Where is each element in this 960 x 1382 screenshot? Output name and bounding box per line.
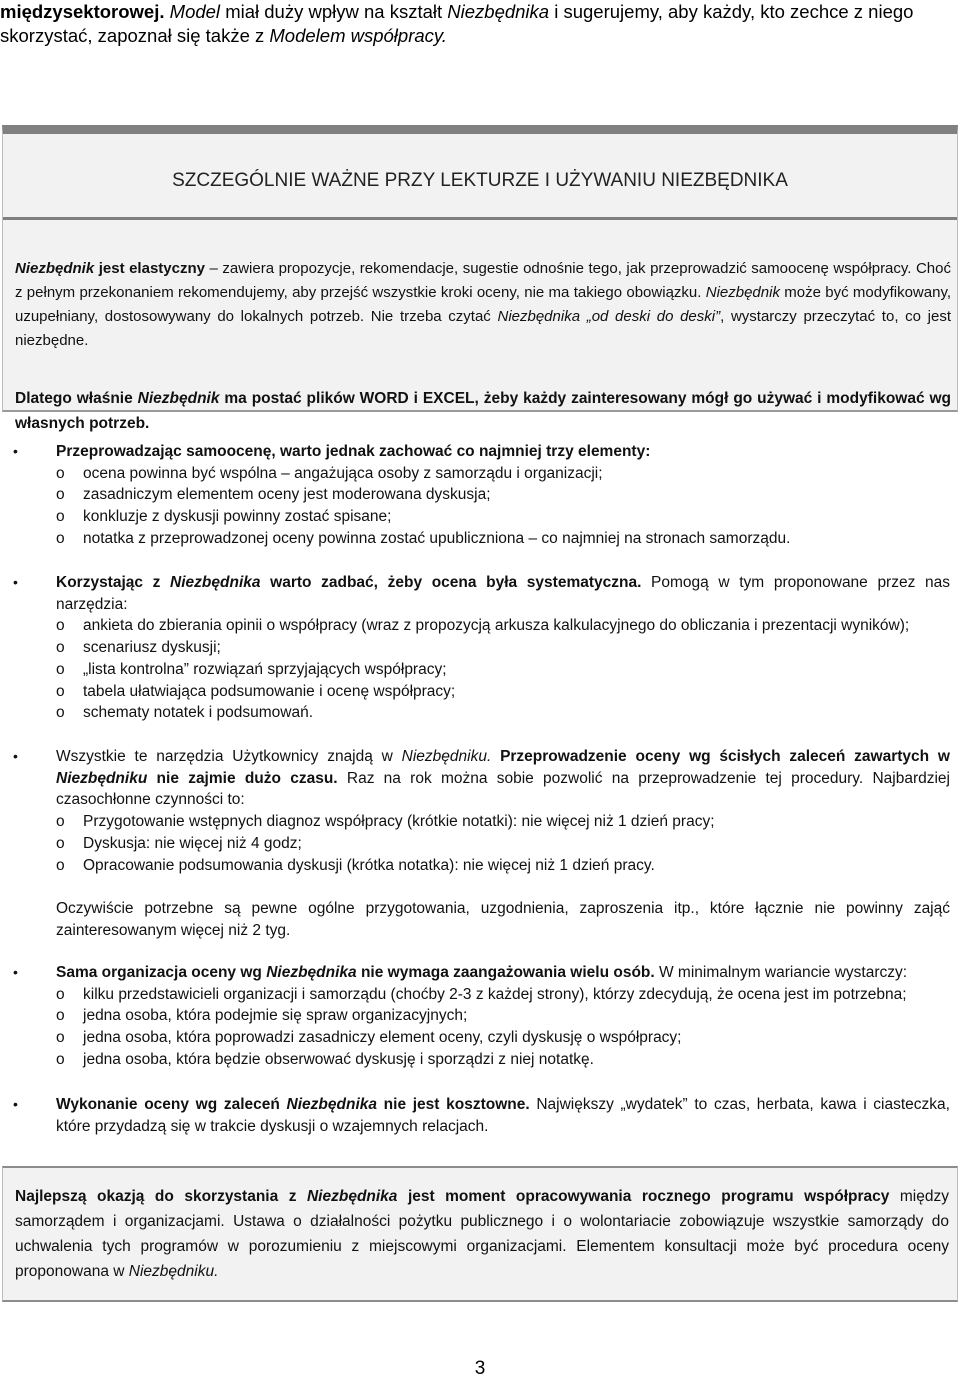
bullet-icon: • xyxy=(13,748,18,764)
divider xyxy=(3,217,957,220)
box-text: Nie trzeba czytać xyxy=(370,308,491,325)
important-notes-box xyxy=(2,125,958,432)
intro-text: Niezbędnika xyxy=(447,1,550,22)
box-text: , wystarczy przeczytać to, co jest niezbędne. xyxy=(15,308,951,349)
list-item: o Dyskusja: nie więcej niż 4 godz; xyxy=(56,834,302,852)
section-cost xyxy=(0,1094,960,1137)
list-item: o notatka z przeprowadzonej oceny powinna zostać upubliczniona – co najmniej na stronach samorządu. xyxy=(56,529,791,547)
list-item: o jedna osoba, która poprowadzi zasadniczy element oceny, czyli dyskusję o współpracy; xyxy=(56,1029,682,1047)
bullet-icon: • xyxy=(13,574,18,590)
box-title: SZCZEGÓLNIE WAŻNE PRZY LEKTURZE I UŻYWANIU NIEZBĘDNIKA xyxy=(172,170,788,191)
box-text: ma postać plików WORD i EXCEL, żeby każdy zainteresowany mógł go używać i modyfikować wg własnych potrzeb. xyxy=(15,389,952,432)
list-item: o zasadniczym elementem oceny jest moderowana dyskusja; xyxy=(56,486,491,504)
intro-text: i sugerujemy, aby każdy, kto zechce z niego skorzystać, zapoznał się także z xyxy=(0,1,914,46)
summary-box xyxy=(2,1166,958,1302)
section-time xyxy=(0,746,960,942)
box-paragraph xyxy=(15,257,951,353)
intro-text: miał duży wpływ na kształt xyxy=(225,1,443,22)
intro-paragraph xyxy=(0,0,950,48)
list-item: o tabela ułatwiająca podsumowanie i ocenę współpracy; xyxy=(56,682,456,700)
bullet-icon: • xyxy=(13,1096,18,1112)
section-key-elements xyxy=(0,441,960,550)
bullet-icon: • xyxy=(13,443,18,459)
box-text: jest elastyczny xyxy=(98,260,205,277)
box-text: może być modyfikowany, uzupełniany, dostosowywany do lokalnych potrzeb. xyxy=(15,284,951,325)
box-text: Niezbędnik xyxy=(15,260,95,277)
page-number: 3 xyxy=(474,1358,486,1379)
list-item: o jedna osoba, która będzie obserwować dyskusję i sporządzi z niej notatkę. xyxy=(56,1050,594,1068)
section-lead: Korzystając z Niezbędnika warto zadbać, żeby ocena była systematyczna. Pomogą w tym proponowane przez nas narzędzia: xyxy=(56,574,950,613)
section-people xyxy=(0,962,960,1071)
list-item: o Przygotowanie wstępnych diagnoz współpracy (krótkie notatki): nie więcej niż 1 dzień pracy; xyxy=(56,813,715,831)
intro-text: międzysektorowej. xyxy=(0,1,165,22)
bullet-icon: • xyxy=(13,964,18,980)
section-lead: Sama organizacja oceny wg Niezbędnika nie wymaga zaangażowania wielu osób. W minimalnym wariancie wystarczy: xyxy=(56,964,908,981)
list-item: o ocena powinna być wspólna – angażująca osoby z samorządu i organizacji; xyxy=(56,464,603,482)
section-lead: Przeprowadzając samoocenę, warto jednak zachować co najmniej trzy elementy: xyxy=(56,443,651,460)
list-item: o scenariusz dyskusji; xyxy=(56,639,221,657)
intro-text: Modelem współpracy. xyxy=(269,25,447,46)
list-item: o ankieta do zbierania opinii o współpracy (wraz z propozycją arkusza kalkulacyjnego do obliczania i prezentacji wyników); xyxy=(56,617,910,635)
list-item: o jedna osoba, która podejmie się spraw organizacyjnych; xyxy=(56,1007,468,1025)
list-item: o kilku przedstawicieli organizacji i samorządu (choćby 2-3 z każdej strony), którzy zdecydują, że ocena jest im potrzebna; xyxy=(56,985,907,1003)
box-text: Dlatego właśnie xyxy=(15,389,133,407)
box-text: Niezbędnik xyxy=(137,389,220,407)
section-lead: Wszystkie te narzędzia Użytkownicy znajdą w Niezbędniku. Przeprowadzenie oceny wg ścisłych zaleceń zawartych w Niezbędniku nie zajmie dużo czasu. Raz na rok można sobie pozwolić na przeprowadzenie tej procedury. Najbardziej czasochłonne czynności to: xyxy=(56,748,950,809)
list-item: o schematy notatek i podsumowań. xyxy=(56,704,314,722)
box-paragraph: Najlepszą okazją do skorzystania z Niezbędnika jest moment opracowywania rocznego programu współpracy między samorządem i organizacjami. Ustawa o działalności pożytku publicznego i o wolontariacie zobowiązuje wszystkie samorządy do uchwalenia tych programów w porozumieniu z miejscowymi organizacjami. Elementem konsultacji może być procedura oceny proponowana w Niezbędniku. xyxy=(15,1188,949,1280)
box-paragraph xyxy=(15,386,951,436)
box-text: Niezbędnika „od deski do deski” xyxy=(497,308,721,325)
section-note: Oczywiście potrzebne są pewne ogólne przygotowania, uzgodnienia, zaproszenia itp., które łącznie nie powinny zająć zainteresowanym więcej niż 2 tyg. xyxy=(56,900,950,939)
intro-text: Model xyxy=(169,1,221,22)
list-item: o „lista kontrolna” rozwiązań sprzyjających współpracy; xyxy=(56,660,447,678)
box-text: Niezbędnik xyxy=(705,284,780,301)
section-lead: Wykonanie oceny wg zaleceń Niezbędnika nie jest kosztowne. Największy „wydatek” to czas, herbata, kawa i ciasteczka, które przydadzą się w trakcie dyskusji o wzajemnych relacjach. xyxy=(56,1096,950,1135)
box-text: – zawiera propozycje, rekomendacje, sugestie odnośnie tego, jak przeprowadzić samoocenę współpracy. Choć z pełnym przekonaniem rekomendujemy, aby przejść wszystkie kroki oceny, nie ma takiego obowiązku. xyxy=(15,260,951,301)
section-tools xyxy=(0,572,960,724)
list-item: o konkluzje z dyskusji powinny zostać spisane; xyxy=(56,508,392,526)
list-item: o Opracowanie podsumowania dyskusji (krótka notatka): nie więcej niż 1 dzień pracy. xyxy=(56,856,655,874)
